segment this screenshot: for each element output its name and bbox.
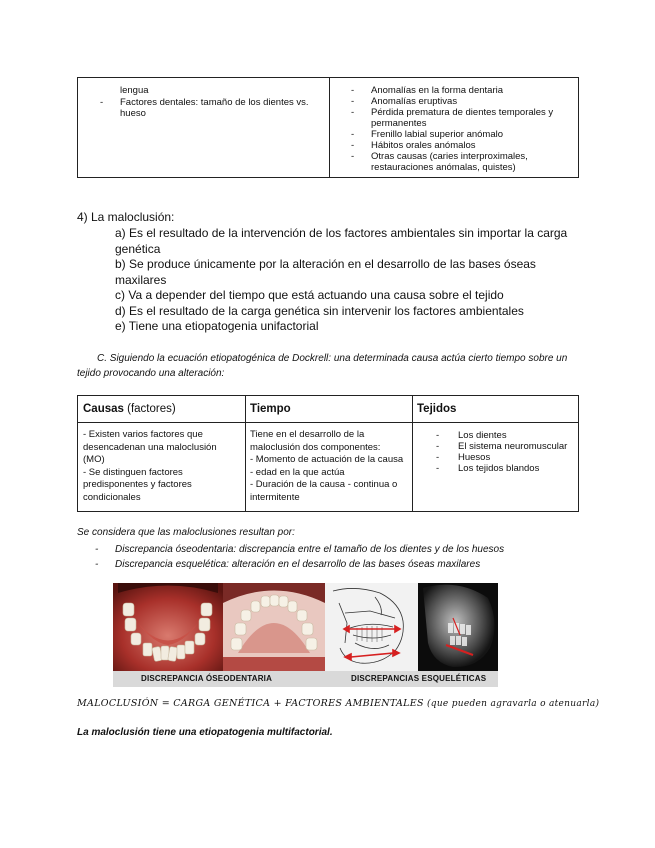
option-d: d) Es el resultado de la carga genética sin intervenir los factores ambientales bbox=[115, 303, 524, 318]
header-tiempo: Tiempo bbox=[250, 403, 291, 415]
tejidos-cell bbox=[436, 430, 576, 474]
option-a: a) Es el resultado de la intervención de los factores ambientales sin importar la carga genética bbox=[115, 226, 568, 256]
list-item: - Huesos bbox=[436, 452, 491, 463]
list-item: - El sistema neuromuscular bbox=[436, 441, 568, 452]
considera-list bbox=[95, 542, 575, 572]
list-item: - Factores dentales: tamaño de los dientes vs. hueso bbox=[100, 96, 309, 119]
maloclusion-formula: MALOCLUSIÓN = CARGA GENÉTICA + FACTORES AMBIENTALES (que pueden agravarla o atenuarla) bbox=[77, 698, 600, 709]
option-c: c) Va a depender del tiempo que está actuando una causa sobre el tejido bbox=[115, 288, 504, 302]
left-first-line: lengua bbox=[120, 85, 149, 96]
list-item: - Hábitos orales anómalos bbox=[351, 140, 476, 151]
xray-image bbox=[418, 583, 498, 671]
question-options bbox=[115, 226, 575, 335]
factors-table bbox=[77, 77, 579, 178]
discrepancy-figure bbox=[113, 583, 498, 687]
upper-arch-photo bbox=[223, 583, 325, 671]
column-divider bbox=[412, 396, 413, 511]
list-item: - Frenillo labial superior anómalo bbox=[351, 129, 504, 140]
dockrell-intro: C. Siguiendo la ecuación etiopatogénica de Dockrell: una determinada causa actúa cierto tiempo sobre un tejido provocando una alteración: bbox=[77, 353, 568, 379]
caption-oseodentaria: DISCREPANCIA ÓSEODENTARIA bbox=[141, 674, 273, 683]
conclusion: La maloclusión tiene una etiopatogenia multifactorial. bbox=[77, 727, 333, 738]
option-b: b) Se produce únicamente por la alteración en el desarrollo de las bases óseas maxilares bbox=[115, 257, 536, 287]
list-item: - Otras causas (caries interproximales, restauraciones anómalas, quistes) bbox=[351, 151, 528, 173]
cephalometric-diagram bbox=[325, 583, 418, 671]
list-item: - Pérdida prematura de dientes temporales y permanentes bbox=[351, 107, 554, 129]
right-column bbox=[351, 85, 573, 173]
option-e: e) Tiene una etiopatogenia unifactorial bbox=[115, 319, 319, 333]
considera-lead: Se considera que las maloclusiones resultan por: bbox=[77, 527, 295, 538]
left-column bbox=[100, 85, 325, 120]
caption-esqueleticas: DISCREPANCIAS ESQUELÉTICAS bbox=[351, 674, 487, 683]
list-item: - Los dientes bbox=[436, 430, 507, 441]
list-item: - Anomalías en la forma dentaria bbox=[351, 85, 504, 96]
header-causas: Causas (factores) bbox=[83, 403, 176, 415]
list-item: - Discrepancia esquelética: alteración en el desarrollo de las bases óseas maxilares bbox=[95, 559, 481, 570]
causas-cell: - Existen varios factores que desencadenan una maloclusión (MO) - Se distinguen factores predisponentes y factores condicionales bbox=[83, 429, 217, 503]
tiempo-cell: Tiene en el desarrollo de la maloclusión dos componentes: - Momento de actuación de la causa - edad en la que actúa - Duración de la causa - continua o intermitente bbox=[250, 429, 404, 503]
column-divider bbox=[245, 396, 246, 511]
header-divider bbox=[78, 422, 578, 423]
list-item: - Anomalías eruptivas bbox=[351, 96, 458, 107]
list-item: - Discrepancia óseodentaria: discrepancia entre el tamaño de los dientes y de los huesos bbox=[95, 544, 505, 555]
list-item: - Los tejidos blandos bbox=[436, 463, 540, 474]
question-title: 4) La maloclusión: bbox=[77, 210, 175, 224]
lower-arch-photo bbox=[113, 583, 223, 671]
header-tejidos: Tejidos bbox=[417, 403, 457, 415]
dockrell-table bbox=[77, 395, 579, 512]
column-divider bbox=[329, 78, 330, 177]
